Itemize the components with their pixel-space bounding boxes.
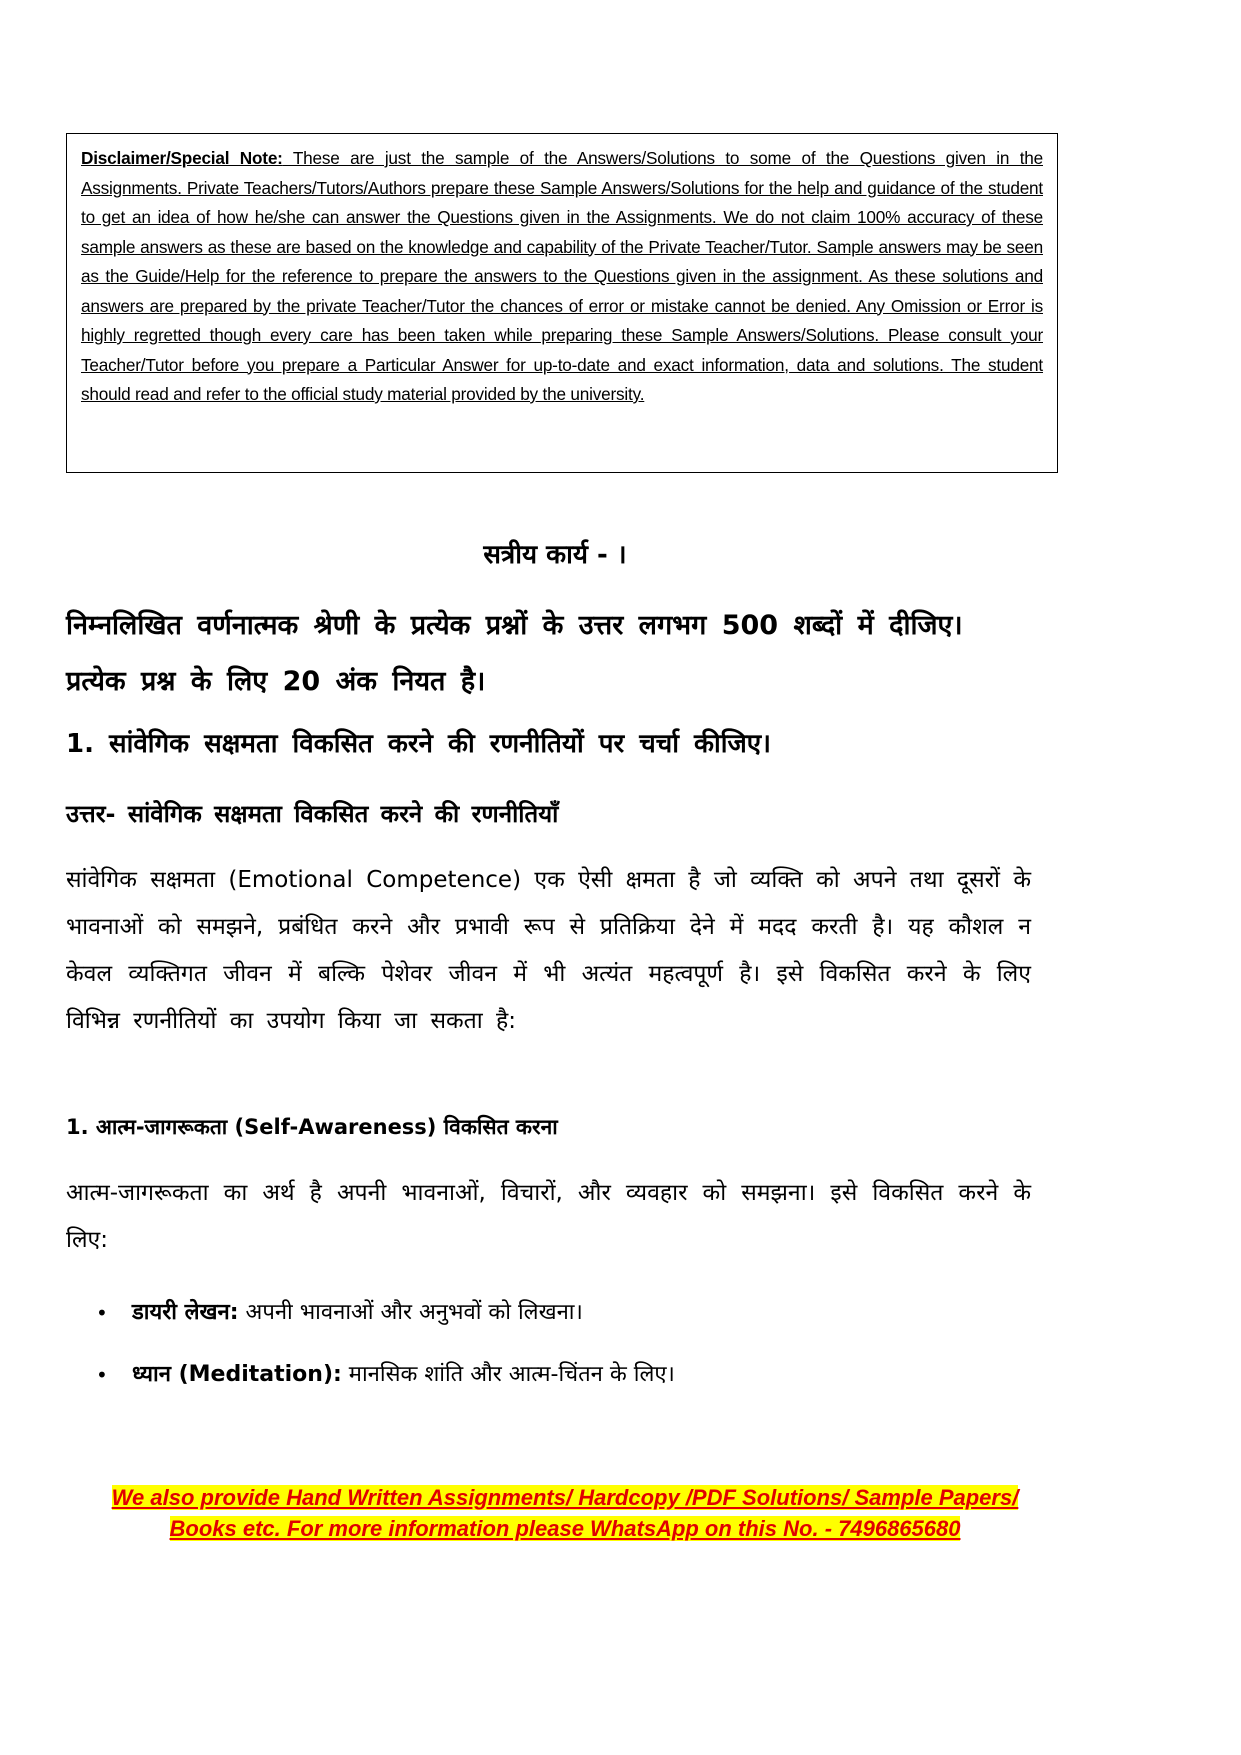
list-item-term: डायरी लेखन: [132, 1300, 239, 1325]
instructions: निम्नलिखित वर्णनात्मक श्रेणी के प्रत्येक प्रश्नों के उत्तर लगभग 500 शब्दों में दीजिए। प्रत्येक प्रश्न के लिए 20 अंक नियत है। [66, 610, 963, 697]
section-1-paragraph: आत्म-जागरूकता का अर्थ है अपनी भावनाओं, विचारों, और व्यवहार को समझना। इसे विकसित करने के लिए: [66, 1180, 1031, 1253]
bullet-icon: • [96, 1363, 108, 1387]
list-item-term: ध्यान (Meditation): [132, 1362, 342, 1387]
assignment-title: सत्रीय कार्य - । [483, 540, 627, 570]
list-item [96, 1344, 675, 1406]
question-1: 1. सांवेगिक सक्षमता विकसित करने की रणनीतियों पर चर्चा कीजिए। [66, 729, 771, 759]
disclaimer-text [81, 144, 1043, 410]
intro-paragraph: सांवेगिक सक्षमता (Emotional Competence) एक ऐसी क्षमता है जो व्यक्ति को अपने तथा दूसरों के भावनाओं को समझने, प्रबंधित करने और प्रभावी रूप से प्रतिक्रिया देने में मदद करती है। यह कौशल न केवल व्यक्तिगत जीवन में बल्कि पेशेवर जीवन में भी अत्यंत महत्वपूर्ण है। इसे विकसित करने के लिए विभिन्न रणनीतियों का उपयोग किया जा सकता है: [66, 867, 1031, 1034]
list-item-text: मानसिक शांति और आत्म-चिंतन के लिए। [341, 1362, 675, 1387]
strategy-list [96, 1282, 675, 1406]
disclaimer-box [66, 133, 1058, 473]
list-item-text: अपनी भावनाओं और अनुभवों को लिखना। [238, 1300, 583, 1325]
section-1-heading: 1. आत्म-जागरूकता (Self-Awareness) विकसित करना [66, 1115, 558, 1139]
bullet-icon: • [96, 1301, 108, 1325]
disclaimer-body: These are just the sample of the Answers/Solutions to some of the Questions given in the Assignments. Private Teachers/Tutors/Authors prepare these Sample Answers/Solutions for the help and guidance of the student to get an idea of how he/she can answer the Questions given in the Assignments. We do not claim 100% accuracy of these sample answers as these are based on the knowledge and capability of the Private Teacher/Tutor. Sample answers may be seen as the Guide/Help for the reference to prepare the answers to the Questions given in the assignment. As these solutions and answers are prepared by the private Teacher/Tutor the chances of error or mistake cannot be denied. Any Omission or Error is highly regretted though every care has been taken while preparing these Sample Answers/Solutions. Please consult your Teacher/Tutor before you prepare a Particular Answer for up-to-date and exact information, data and solutions. The student should read and refer to the official study material provided by the university. [81, 148, 1043, 404]
list-item [96, 1282, 675, 1344]
answer-heading: उत्तर- सांवेगिक सक्षमता विकसित करने की रणनीतियाँ [66, 800, 559, 828]
promo-footer [0, 1482, 1130, 1544]
disclaimer-label: Disclaimer/Special Note: [81, 148, 283, 168]
promo-line-1: We also provide Hand Written Assignments/ Hardcopy /PDF Solutions/ Sample Papers/ [111, 1485, 1019, 1510]
promo-line-2: Books etc. For more information please WhatsApp on this No. - 7496865680 [169, 1516, 961, 1541]
